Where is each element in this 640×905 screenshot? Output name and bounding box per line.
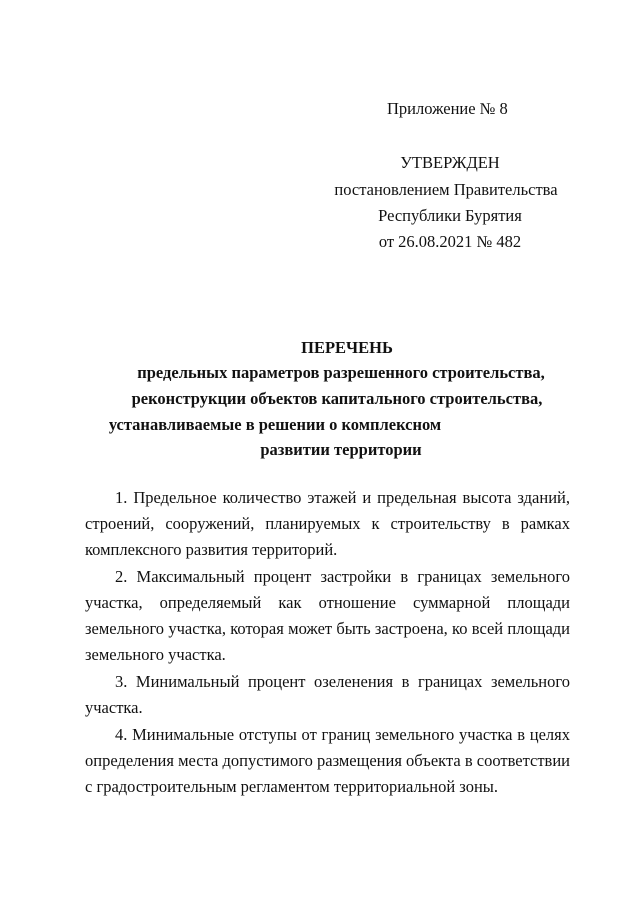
approved-date: от 26.08.2021 № 482: [378, 232, 522, 251]
list-item: 3. Минимальный процент озеленения в границах земельного участка.: [85, 672, 570, 717]
document-subtitle-line-4: развитии территории: [260, 440, 422, 459]
approved-by-line-2: Республики Бурятия: [378, 206, 522, 225]
list-item: 4. Минимальные отступы от границ земельного участка в целях определения места допустимого размещения объекта в соответствии с градостроительным регламентом территориальной зоны.: [85, 725, 570, 796]
document-title: ПЕРЕЧЕНЬ: [301, 338, 393, 357]
list-item: 1. Предельное количество этажей и предельная высота зданий, строений, сооружений, планируемых к строительству в рамках комплексного развития территорий.: [85, 488, 570, 559]
document-subtitle-line-2: реконструкции объектов капитального строительства,: [131, 389, 543, 408]
approved-label: УТВЕРЖДЕН: [400, 153, 500, 172]
document-subtitle-line-1: предельных параметров разрешенного строительства,: [137, 363, 545, 382]
list-item: 2. Максимальный процент застройки в границах земельного участка, определяемый как отношение суммарной площади земельного участка, которая может быть застроена, ко всей площади земельного участка.: [85, 567, 570, 664]
approved-by-line-1: постановлением Правительства: [334, 180, 558, 199]
parameters-list: [85, 485, 570, 800]
document-subtitle-line-3: устанавливаемые в решении о комплексном: [108, 415, 442, 434]
appendix-number: Приложение № 8: [387, 99, 508, 118]
